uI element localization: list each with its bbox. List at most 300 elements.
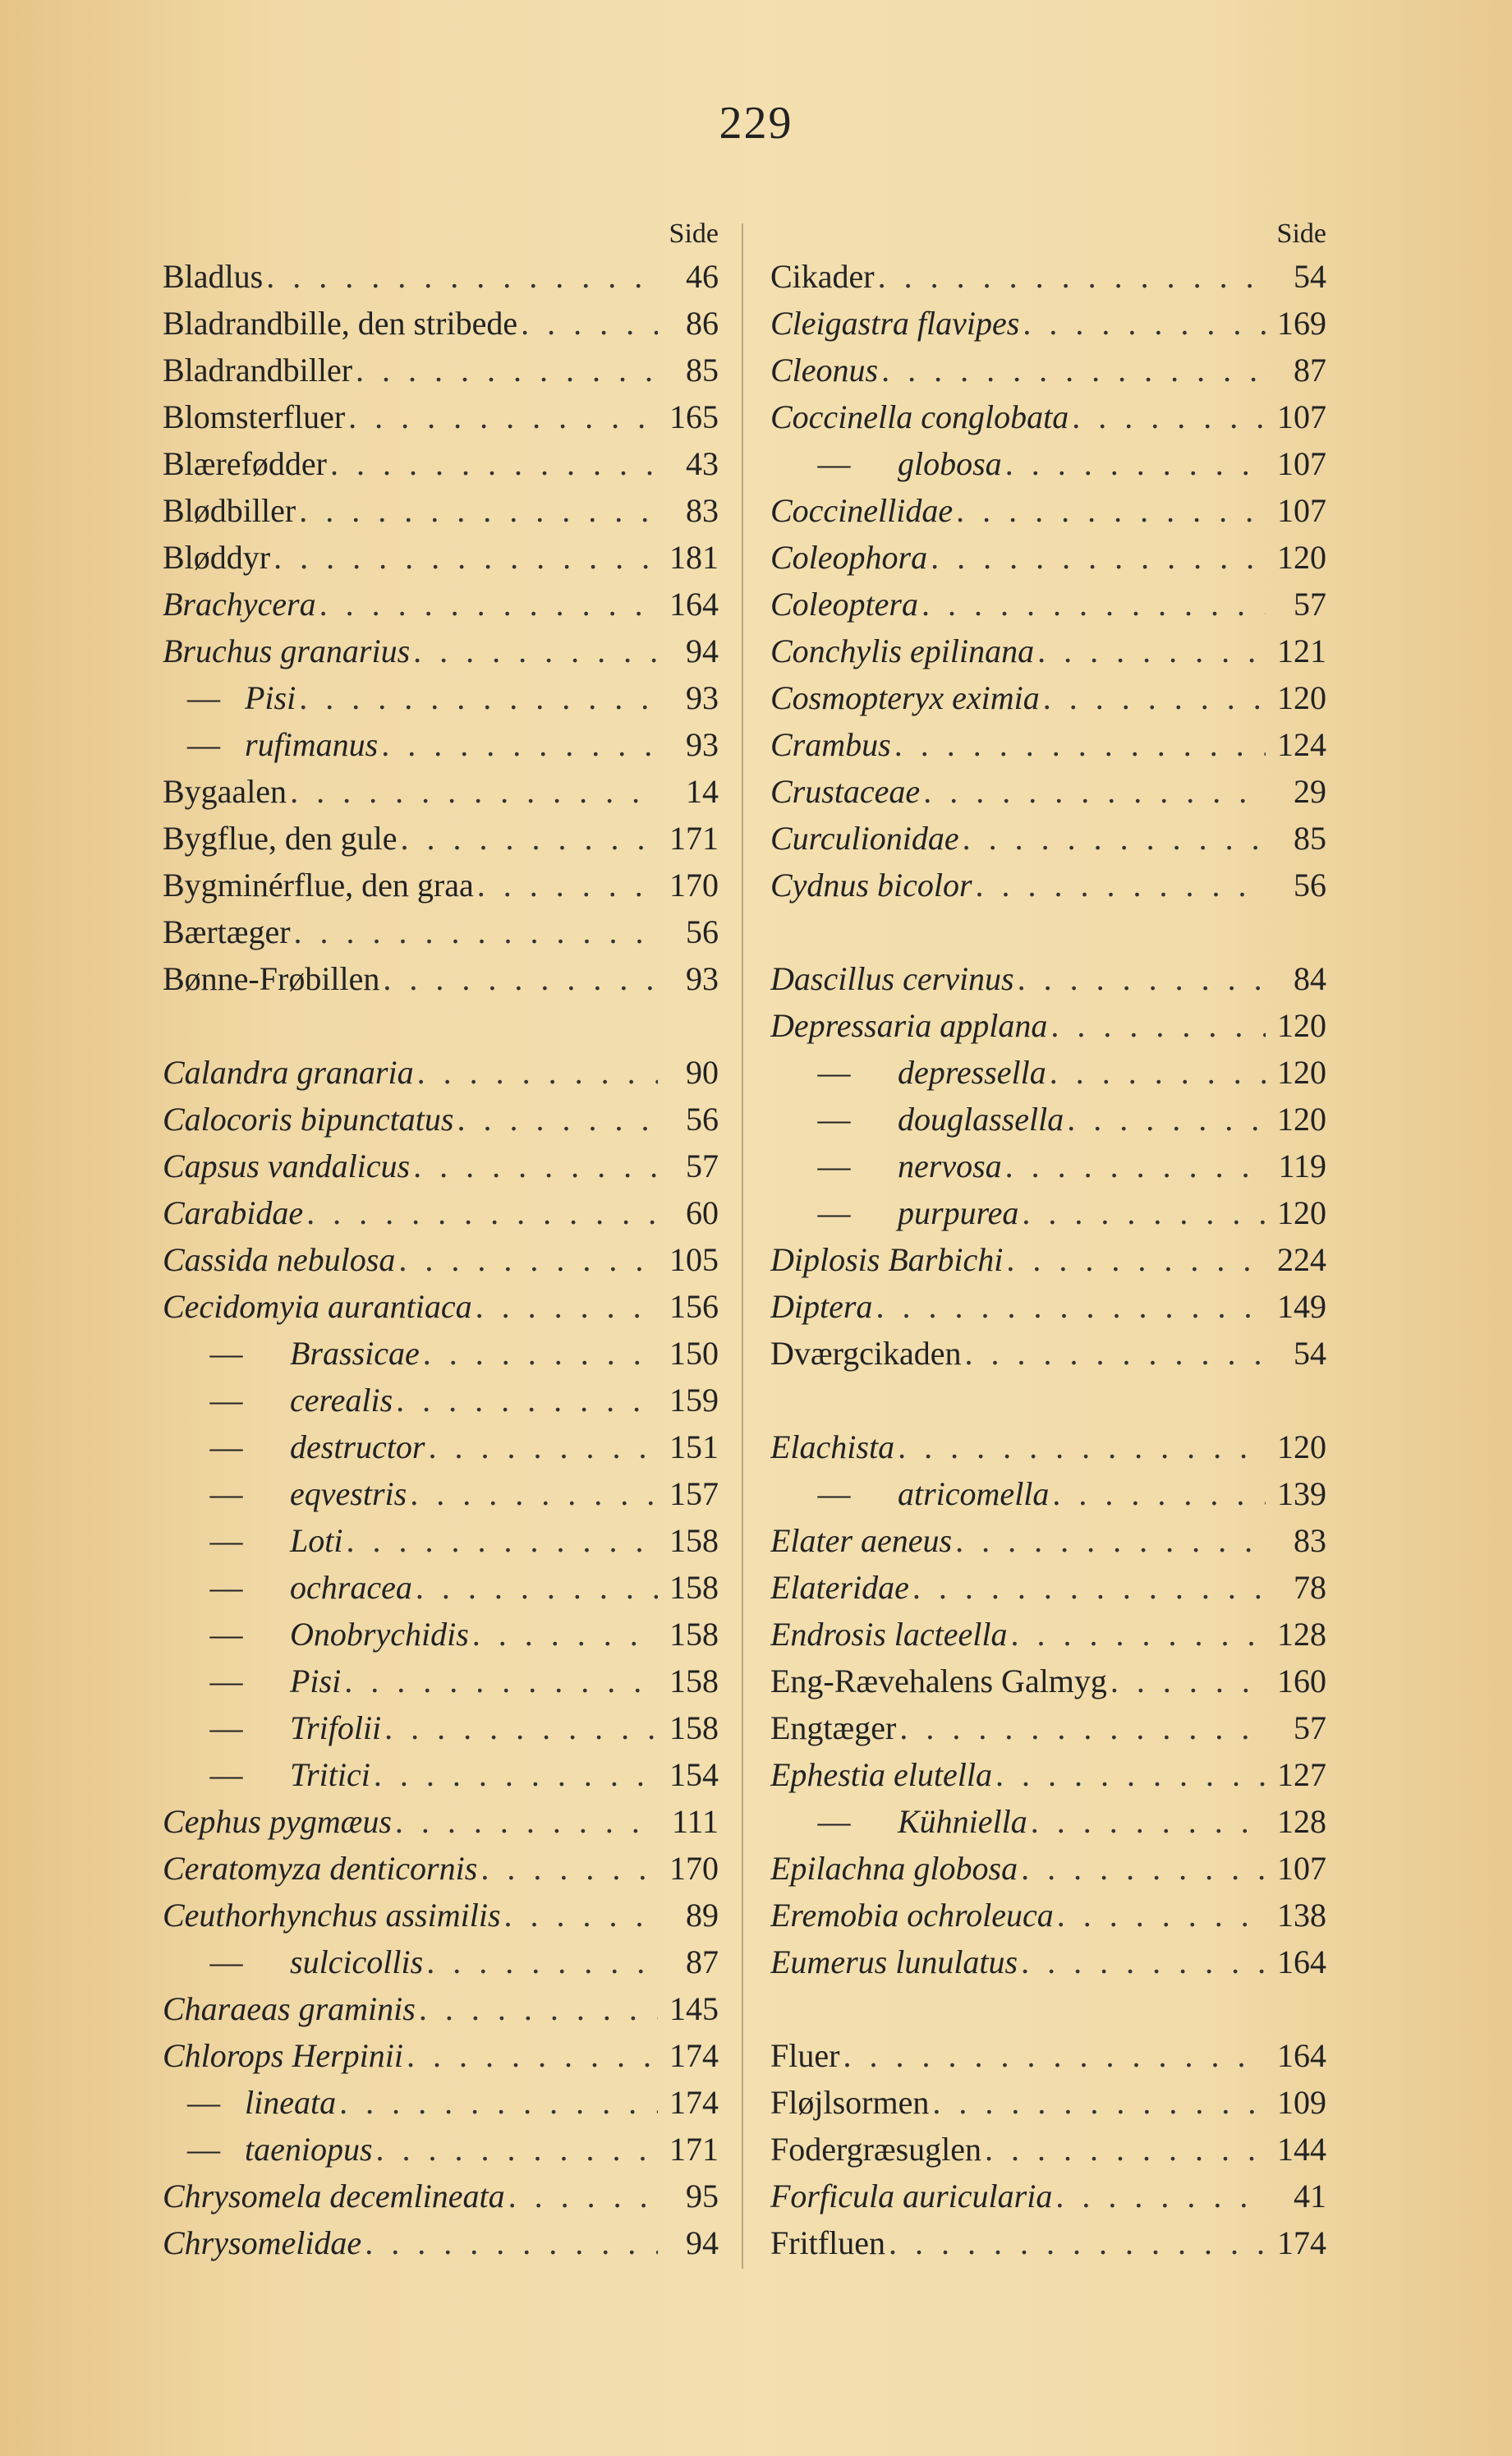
entry-page: 29 <box>1294 773 1326 810</box>
index-entry <box>770 393 1326 440</box>
entry-term <box>163 1798 392 1845</box>
leader-dots <box>480 1845 658 1892</box>
index-entry <box>163 2126 719 2173</box>
entry-term-text: Elater aeneus <box>770 1522 953 1559</box>
leader-dots <box>346 1517 658 1564</box>
entry-term <box>163 393 345 440</box>
leader-dots <box>899 1704 1266 1751</box>
entry-term-text: Coleophora <box>770 539 928 576</box>
index-entry <box>770 300 1326 347</box>
entry-term <box>163 955 379 1002</box>
entry-term <box>163 1096 453 1143</box>
entry-term <box>163 487 296 534</box>
index-entry <box>163 815 719 862</box>
index-entry <box>770 628 1326 674</box>
entry-term-text: Chrysomelidae <box>163 2224 362 2261</box>
entry-term-text: cerealis <box>290 1382 393 1419</box>
entry-page: 57 <box>1294 1709 1326 1746</box>
entry-term <box>163 1189 303 1236</box>
entry-page: 224 <box>1277 1241 1326 1278</box>
entry-page: 120 <box>1277 539 1326 576</box>
leader-dots <box>319 581 658 628</box>
entry-term <box>770 2219 885 2266</box>
leader-dots <box>423 1330 658 1377</box>
entry-term <box>163 2079 336 2126</box>
entry-page: 174 <box>1277 2224 1326 2261</box>
entry-term <box>770 1892 1054 1939</box>
entry-page: 160 <box>1277 1663 1326 1699</box>
entry-term <box>163 1143 410 1189</box>
leader-dots <box>875 1283 1266 1330</box>
entry-term <box>163 1564 412 1611</box>
index-entry <box>770 768 1326 815</box>
index-entry <box>770 955 1326 1002</box>
entry-term <box>770 1611 1007 1658</box>
entry-term-text: Crambus <box>770 726 891 763</box>
entry-term-text: Crustaceae <box>770 773 921 810</box>
entry-term-text: Coleoptera <box>770 586 918 623</box>
leader-dots <box>1005 440 1266 487</box>
ditto-dash: — <box>209 1663 243 1699</box>
leader-dots <box>932 2079 1266 2126</box>
leader-dots <box>843 2032 1266 2079</box>
leader-dots <box>348 393 658 440</box>
index-entry <box>163 768 719 815</box>
leader-dots <box>428 1423 658 1470</box>
entry-term-text: Engtæger <box>770 1709 897 1746</box>
leader-dots <box>878 253 1266 300</box>
index-entry <box>163 1189 719 1236</box>
index-entry <box>770 1798 1326 1845</box>
index-entry <box>163 1704 719 1751</box>
entry-term-text: Endrosis lacteella <box>770 1616 1008 1653</box>
index-list <box>163 253 719 2266</box>
index-entry <box>770 1517 1326 1564</box>
leader-dots <box>381 721 658 768</box>
entry-page: 119 <box>1278 1148 1326 1184</box>
index-entry <box>163 2219 719 2266</box>
entry-term-text: Fritfluen <box>770 2224 885 2261</box>
leader-dots <box>413 1143 658 1189</box>
entry-term <box>770 1704 896 1751</box>
index-entry <box>770 1002 1326 1049</box>
leader-dots <box>410 1470 658 1517</box>
entry-term <box>163 581 316 628</box>
entry-term-text: Loti <box>290 1522 343 1559</box>
entry-term <box>163 1049 414 1096</box>
entry-term <box>770 1423 894 1470</box>
leader-dots <box>1021 1845 1266 1892</box>
leader-dots <box>330 440 658 487</box>
leader-dots <box>898 1423 1266 1470</box>
index-entry <box>163 628 719 674</box>
entry-term <box>163 1470 407 1517</box>
leader-dots <box>416 1564 658 1611</box>
ditto-dash: — <box>817 1194 851 1231</box>
entry-page: 169 <box>1277 305 1326 342</box>
entry-term <box>163 1704 381 1751</box>
entry-term-text: Blærefødder <box>163 445 327 482</box>
leader-dots <box>965 1330 1266 1377</box>
entry-page: 85 <box>686 352 719 389</box>
entry-term-text: Cecidomyia aurantiaca <box>163 1288 472 1325</box>
index-entry <box>770 2126 1326 2173</box>
index-entry <box>163 1611 719 1658</box>
index-entry <box>163 955 719 1002</box>
entry-page: 56 <box>1294 867 1326 904</box>
ditto-dash: — <box>817 1101 851 1138</box>
entry-term <box>163 1892 501 1939</box>
index-entry <box>770 1049 1326 1096</box>
entry-term-text: Coccinella conglobata <box>770 398 1069 435</box>
index-entry <box>163 1892 719 1939</box>
entry-term-text: Bladrandbille, den stribede <box>163 305 518 342</box>
entry-term <box>163 2126 373 2173</box>
entry-page: 84 <box>1294 960 1326 997</box>
entry-page: 93 <box>686 960 719 997</box>
entry-term-text: Carabidae <box>163 1194 304 1231</box>
leader-dots <box>426 1939 658 1985</box>
index-entry <box>770 347 1326 393</box>
entry-term <box>770 2126 981 2173</box>
entry-page: 120 <box>1277 1194 1326 1231</box>
entry-term-text: Forficula auricularia <box>770 2178 1053 2215</box>
entry-term-text: Cosmopteryx eximia <box>770 679 1040 716</box>
entry-page: 150 <box>669 1335 719 1372</box>
ditto-dash: — <box>209 1943 243 1980</box>
entry-page: 158 <box>669 1663 719 1699</box>
spacer <box>770 908 1326 955</box>
entry-page: 107 <box>1277 492 1326 529</box>
entry-term <box>770 300 1019 347</box>
leader-dots <box>1021 1939 1266 1985</box>
index-entry <box>163 2173 719 2219</box>
entry-page: 105 <box>669 1241 719 1278</box>
leader-dots <box>339 2079 658 2126</box>
index-entry <box>770 534 1326 581</box>
entry-term <box>163 1423 425 1470</box>
ditto-dash: — <box>817 1054 851 1091</box>
index-entry <box>770 1751 1326 1798</box>
leader-dots <box>398 1236 658 1283</box>
entry-term <box>770 815 959 862</box>
index-entry <box>163 1751 719 1798</box>
entry-page: 95 <box>686 2178 719 2215</box>
entry-page: 128 <box>1277 1803 1326 1840</box>
leader-dots <box>413 628 658 674</box>
entry-page: 120 <box>1277 1007 1326 1044</box>
leader-dots <box>396 1377 658 1423</box>
entry-page: 85 <box>1294 820 1326 857</box>
entry-page: 41 <box>1294 2178 1326 2215</box>
leader-dots <box>1055 2173 1266 2219</box>
entry-page: 144 <box>1277 2131 1326 2168</box>
entry-page: 94 <box>686 2224 719 2261</box>
entry-term-text: Bladlus <box>163 258 264 295</box>
entry-term-text: Cleonus <box>770 352 879 389</box>
ditto-dash: — <box>209 1335 243 1372</box>
entry-term <box>163 2173 505 2219</box>
index-entry <box>163 2079 719 2126</box>
index-entry <box>163 1283 719 1330</box>
entry-term <box>770 1236 1003 1283</box>
leader-dots <box>472 1611 658 1658</box>
entry-page: 120 <box>1277 1428 1326 1465</box>
entry-term <box>163 815 398 862</box>
entry-term <box>770 253 875 300</box>
index-entry <box>163 1236 719 1283</box>
entry-term <box>770 1845 1018 1892</box>
index-entry <box>770 1845 1326 1892</box>
entry-page: 159 <box>669 1382 719 1419</box>
entry-page: 145 <box>669 1990 719 2027</box>
entry-term-text: Bærtæger <box>163 913 291 950</box>
index-entry <box>770 2173 1326 2219</box>
entry-term-text: Depressaria applana <box>770 1007 1048 1044</box>
leader-dots <box>985 2126 1266 2173</box>
entry-page: 107 <box>1277 398 1326 435</box>
ditto-dash: — <box>817 445 851 482</box>
index-entry <box>163 1845 719 1892</box>
spacer <box>770 1377 1326 1423</box>
entry-term <box>770 628 1034 674</box>
leader-dots <box>477 862 658 908</box>
entry-term-text: Fløjlsormen <box>770 2084 930 2121</box>
entry-term <box>770 1002 1047 1049</box>
index-entry <box>163 1423 719 1470</box>
entry-term <box>770 2032 839 2079</box>
index-entry <box>163 253 719 300</box>
entry-page: 57 <box>1294 586 1326 623</box>
index-entry <box>770 1658 1326 1704</box>
leader-dots <box>417 1049 658 1096</box>
entry-term-text: Bygminérflue, den graa <box>163 867 474 904</box>
index-entry <box>770 1704 1326 1751</box>
entry-term-text: Calocoris bipunctatus <box>163 1101 454 1138</box>
leader-dots <box>521 300 658 347</box>
entry-term <box>163 1751 370 1798</box>
entry-term <box>163 908 291 955</box>
entry-page: 90 <box>686 1054 719 1091</box>
entry-term-text: taeniopus <box>245 2131 373 2168</box>
entry-page: 109 <box>1277 2084 1326 2121</box>
entry-term-text: Ephestia elutella <box>770 1756 992 1793</box>
index-entry <box>163 534 719 581</box>
index-entry <box>770 721 1326 768</box>
leader-dots <box>1023 300 1266 347</box>
leader-dots <box>976 862 1266 908</box>
index-entry <box>770 1939 1326 1985</box>
entry-term-text: Pisi <box>245 679 296 716</box>
entry-term-text: Bygaalen <box>163 773 287 810</box>
index-column-right <box>770 215 1326 2266</box>
leader-dots <box>1050 1002 1266 1049</box>
index-entry <box>770 815 1326 862</box>
entry-page: 157 <box>669 1475 719 1512</box>
spacer <box>163 1002 719 1049</box>
entry-term-text: Capsus vandalicus <box>163 1148 411 1184</box>
ditto-dash: — <box>209 1709 243 1746</box>
index-entry <box>163 721 719 768</box>
entry-page: 128 <box>1277 1616 1326 1653</box>
entry-page: 56 <box>686 913 719 950</box>
entry-term <box>770 1330 962 1377</box>
entry-term <box>770 862 972 908</box>
entry-term-text: Cikader <box>770 258 875 295</box>
entry-term-text: Elateridae <box>770 1569 909 1606</box>
entry-page: 120 <box>1277 679 1326 716</box>
leader-dots <box>1072 393 1266 440</box>
entry-term-text: Kühniella <box>898 1803 1027 1840</box>
entry-page: 170 <box>669 867 719 904</box>
entry-page: 164 <box>669 586 719 623</box>
leader-dots <box>266 253 658 300</box>
ditto-dash: — <box>187 679 220 716</box>
entry-term-text: Diplosis Barbichi <box>770 1241 1004 1278</box>
leader-dots <box>1057 1892 1266 1939</box>
entry-term-text: eqvestris <box>290 1475 407 1512</box>
entry-page: 156 <box>669 1288 719 1325</box>
entry-term-text: Cephus pygmæus <box>163 1803 392 1840</box>
index-entry <box>770 1564 1326 1611</box>
leader-dots <box>419 1985 658 2032</box>
leader-dots <box>299 487 658 534</box>
leader-dots <box>889 2219 1266 2266</box>
entry-page: 93 <box>686 726 719 763</box>
entry-term-text: rufimanus <box>245 726 379 763</box>
leader-dots <box>995 1751 1266 1798</box>
entry-page: 120 <box>1277 1101 1326 1138</box>
entry-term <box>163 2032 403 2079</box>
index-entry <box>770 487 1326 534</box>
index-entry <box>163 1658 719 1704</box>
entry-term-text: Eumerus lunulatus <box>770 1943 1018 1980</box>
entry-page: 56 <box>686 1101 719 1138</box>
entry-page: 158 <box>669 1616 719 1653</box>
index-entry <box>770 2032 1326 2079</box>
ditto-dash: — <box>209 1382 243 1419</box>
entry-term <box>163 1330 420 1377</box>
entry-term <box>770 955 1014 1002</box>
entry-page: 57 <box>686 1148 719 1184</box>
entry-term <box>770 1189 1018 1236</box>
leader-dots <box>299 674 658 721</box>
leader-dots <box>1022 1189 1266 1236</box>
entry-term-text: Calandra granaria <box>163 1054 414 1091</box>
entry-term <box>770 1143 1002 1189</box>
index-entry <box>770 2079 1326 2126</box>
ditto-dash: — <box>209 1616 243 1653</box>
index-entry <box>770 674 1326 721</box>
entry-term <box>163 1611 469 1658</box>
index-entry <box>163 1470 719 1517</box>
leader-dots <box>395 1798 658 1845</box>
leader-dots <box>401 815 659 862</box>
entry-term <box>163 1236 395 1283</box>
leader-dots <box>931 534 1266 581</box>
side-header: Side <box>1276 218 1326 249</box>
ditto-dash: — <box>209 1475 243 1512</box>
entry-page: 124 <box>1277 726 1326 763</box>
entry-term-text: Onobrychidis <box>290 1616 469 1653</box>
entry-term <box>770 1470 1049 1517</box>
leader-dots <box>1010 1611 1266 1658</box>
entry-page: 87 <box>686 1943 719 1980</box>
leader-dots <box>384 1704 658 1751</box>
entry-page: 83 <box>1294 1522 1326 1559</box>
entry-term <box>163 1985 416 2032</box>
ditto-dash: — <box>187 2131 220 2168</box>
entry-page: 171 <box>669 2131 719 2168</box>
leader-dots <box>344 1658 658 1704</box>
leader-dots <box>963 815 1266 862</box>
index-entry <box>163 1049 719 1096</box>
entry-page: 89 <box>686 1897 719 1934</box>
entry-term <box>163 253 263 300</box>
entry-term-text: Bruchus granarius <box>163 632 411 669</box>
entry-term-text: Cydnus bicolor <box>770 867 972 904</box>
leader-dots <box>1067 1096 1266 1143</box>
entry-term-text: Epilachna globosa <box>770 1850 1018 1887</box>
entry-term-text: lineata <box>245 2084 337 2121</box>
index-entry <box>770 1189 1326 1236</box>
entry-page: 93 <box>686 679 719 716</box>
entry-page: 87 <box>1294 352 1326 389</box>
leader-dots <box>955 1517 1266 1564</box>
leader-dots <box>1006 1236 1266 1283</box>
entry-page: 158 <box>669 1522 719 1559</box>
entry-page: 86 <box>686 305 719 342</box>
entry-term-text: Charaeas graminis <box>163 1990 416 2027</box>
entry-page: 151 <box>669 1428 719 1465</box>
entry-term-text: Diptera <box>770 1288 873 1325</box>
entry-term <box>770 1751 992 1798</box>
entry-page: 94 <box>686 632 719 669</box>
leader-dots <box>508 2173 658 2219</box>
entry-page: 46 <box>686 258 719 295</box>
entry-page: 107 <box>1277 445 1326 482</box>
entry-term <box>770 1798 1027 1845</box>
leader-dots <box>365 2219 658 2266</box>
leader-dots <box>504 1892 658 1939</box>
leader-dots <box>383 955 658 1002</box>
leader-dots <box>356 347 658 393</box>
entry-term <box>163 1939 423 1985</box>
entry-term <box>163 862 474 908</box>
entry-term-text: Bladrandbiller <box>163 352 353 389</box>
leader-dots <box>881 347 1266 393</box>
leader-dots <box>1050 1049 1266 1096</box>
entry-page: 164 <box>1277 1943 1326 1980</box>
entry-term-text: sulcicollis <box>290 1943 424 1980</box>
entry-term-text: Brachycera <box>163 586 316 623</box>
entry-term <box>770 2173 1052 2219</box>
entry-term <box>163 674 296 721</box>
leader-dots <box>374 1751 658 1798</box>
entry-page: 181 <box>669 539 719 576</box>
index-entry <box>163 674 719 721</box>
entry-term <box>163 721 378 768</box>
entry-page: 54 <box>1294 258 1326 295</box>
leader-dots <box>1037 628 1266 674</box>
entry-page: 139 <box>1277 1475 1326 1512</box>
ditto-dash: — <box>187 2084 220 2121</box>
entry-term-text: Ceratomyza denticornis <box>163 1850 478 1887</box>
entry-term-text: Tritici <box>290 1756 370 1793</box>
entry-page: 158 <box>669 1709 719 1746</box>
entry-term-text: Bygflue, den gule <box>163 820 398 857</box>
entry-term-text: douglassella <box>898 1101 1064 1138</box>
